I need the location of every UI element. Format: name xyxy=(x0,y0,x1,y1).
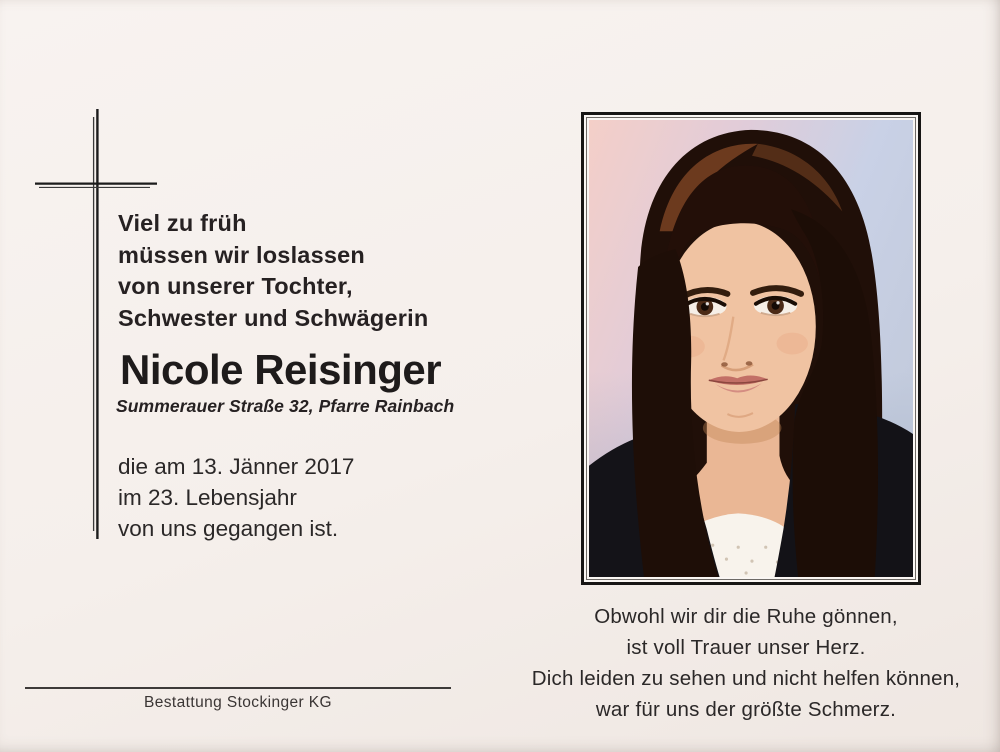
poem-line-4: war für uns der größte Schmerz. xyxy=(595,698,897,721)
passing-line-3: von uns gegangen ist. xyxy=(118,516,339,541)
funeral-home-name: Bestattung Stockinger KG xyxy=(144,694,332,711)
intro-line-1: Viel zu früh xyxy=(118,210,247,236)
poem-line-3: Dich leiden zu sehen und nicht helfen können, xyxy=(531,667,961,690)
poem-line-1: Obwohl wir dir die Ruhe gönnen, xyxy=(594,605,898,628)
intro-text xyxy=(118,208,428,334)
portrait-frame-inner xyxy=(586,117,916,580)
deceased-address: Summerauer Straße 32, Pfarre Rainbach xyxy=(116,396,455,416)
passing-line-2: im 23. Lebensjahr xyxy=(118,485,297,510)
divider-rule xyxy=(25,687,451,689)
deceased-name: Nicole Reisinger xyxy=(120,346,442,393)
poem-line-2: ist voll Trauer unser Herz. xyxy=(626,636,866,659)
passing-text xyxy=(118,451,354,544)
intro-line-2: müssen wir loslassen xyxy=(118,241,365,268)
poem xyxy=(466,601,1000,725)
portrait-frame xyxy=(581,112,921,585)
passing-line-1: die am 13. Jänner 2017 xyxy=(118,454,355,479)
intro-line-3: von unserer Tochter, xyxy=(118,273,353,299)
portrait-photo xyxy=(589,120,913,577)
intro-line-4: Schwester und Schwägerin xyxy=(118,304,429,331)
